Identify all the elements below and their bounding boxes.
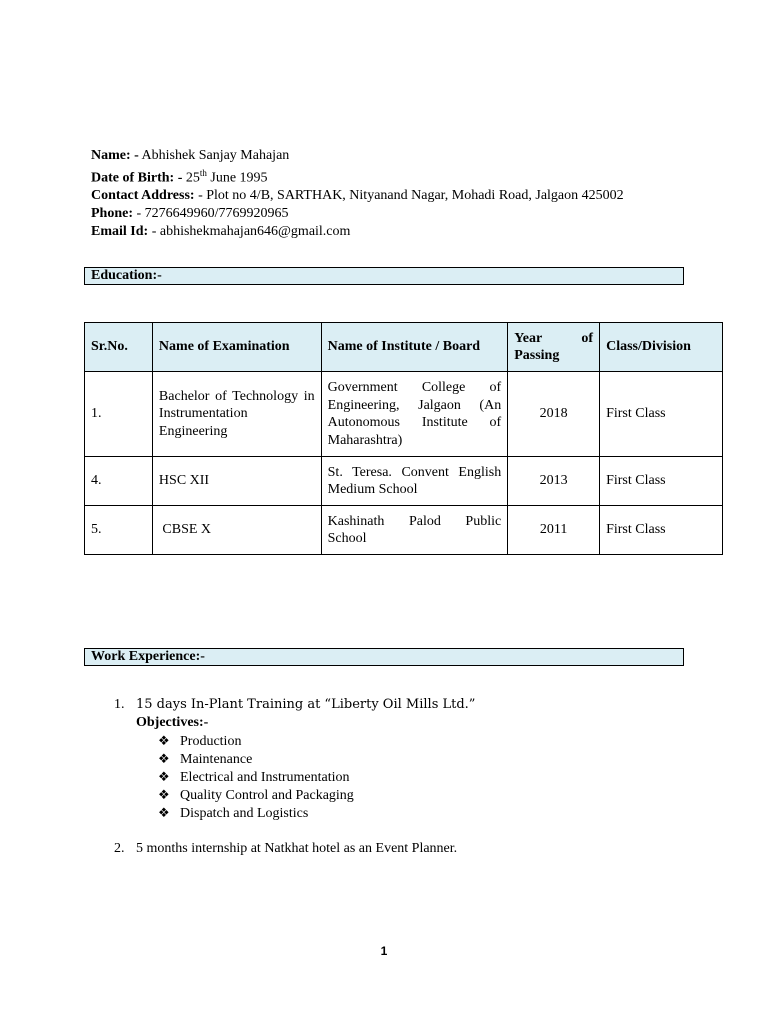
diamond-bullet-icon: ❖ [158,733,170,748]
table-row [85,506,723,555]
item-number: 2. [114,841,125,856]
objectives-label: Objectives:- [136,715,209,730]
objective-item: ❖ Production [158,733,242,749]
address-value: - Plot no 4/B, SARTHAK, Nityanand Nagar, Mohadi Road, Jalgaon 425002 [194,188,624,204]
cell-srno: 1. [85,372,153,457]
dob-day: 25 [182,170,200,186]
phone-label: Phone: [91,206,133,222]
item-text: 15 days In-Plant Training at “Liberty Oil Mills Ltd.” [136,697,476,712]
diamond-bullet-icon: ❖ [158,769,170,784]
objective-item: ❖ Electrical and Instrumentation [158,769,350,785]
cell-srno: 4. [85,457,153,506]
dob-row [91,165,624,187]
objective-item: ❖ Maintenance [158,751,253,767]
header-srno: Sr.No. [85,323,153,372]
header-exam: Name of Examination [152,323,321,372]
cell-institute: Kashinath Palod Public School [321,506,508,555]
email-row [91,223,624,241]
objective-item: ❖ Quality Control and Packaging [158,787,354,803]
cell-srno: 5. [85,506,153,555]
header-year-c: Passing [514,348,560,363]
objective-item: ❖ Dispatch and Logistics [158,805,309,821]
education-table [84,322,723,555]
name-row [91,147,624,165]
header-year-a: Year [514,330,543,346]
header-institute: Name of Institute / Board [321,323,508,372]
cell-class: First Class [600,457,723,506]
cell-class: First Class [600,506,723,555]
work-experience-heading: Work Experience:- [84,648,684,666]
address-row [91,187,624,205]
personal-details [91,147,624,241]
page-number: 1 [380,944,388,958]
cell-year: 2013 [508,457,600,506]
cell-exam: HSC XII [152,457,321,506]
phone-row [91,205,624,223]
phone-value: - 7276649960/7769920965 [133,206,289,222]
cell-exam: CBSE X [152,506,321,555]
diamond-bullet-icon: ❖ [158,751,170,766]
cell-institute: Government College of Engineering, Jalgaon (An Autonomous Institute of Maharashtra) [321,372,508,457]
table-header-row [85,323,723,372]
item-text: 5 months internship at Natkhat hotel as an Event Planner. [136,841,458,856]
header-year [508,323,600,372]
cell-exam: Bachelor of Technology in Instrumentation Engineering [152,372,321,457]
cell-class: First Class [600,372,723,457]
cell-year: 2018 [508,372,600,457]
name-value: Abhishek Sanjay Mahajan [138,148,290,163]
diamond-bullet-icon: ❖ [158,787,170,802]
header-year-b: of [581,330,594,346]
dob-rest: June 1995 [206,170,268,186]
table-row [85,457,723,506]
dob-label: Date of Birth: - [91,170,183,186]
diamond-bullet-icon: ❖ [158,805,170,820]
table-row [85,372,723,457]
item-number: 1. [114,697,125,712]
cell-year: 2011 [508,506,600,555]
header-class: Class/Division [600,323,723,372]
dob-suffix: th [199,167,207,178]
education-heading: Education:- [84,267,684,285]
address-label: Contact Address: [91,188,195,204]
cell-institute: St. Teresa. Convent English Medium School [321,457,508,506]
name-label: Name: - [91,148,139,163]
email-value: - abhishekmahajan646@gmail.com [148,223,351,239]
email-label: Email Id: [91,223,149,239]
